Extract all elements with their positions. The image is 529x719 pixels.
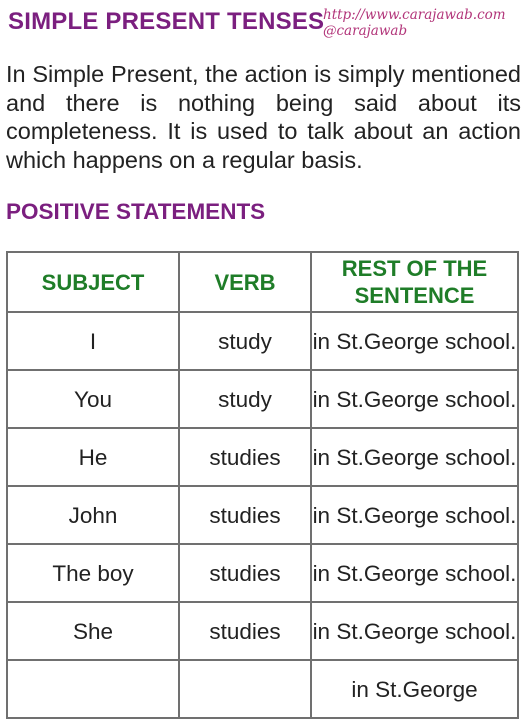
verb-cell: study [179, 370, 311, 428]
watermark-handle: @carajawab [323, 23, 408, 39]
watermark-url: http://www.carajawab.com [323, 7, 506, 23]
subject-cell: You [7, 370, 179, 428]
intro-paragraph: In Simple Present, the action is simply mentioned and there is nothing being said about its completeness. It is used to talk about an action which happens on a regular basis. [6, 61, 521, 173]
rest-cell: in St.George school. [311, 312, 518, 370]
verb-cell: study [179, 312, 311, 370]
subject-cell: John [7, 486, 179, 544]
verb-cell [179, 660, 311, 718]
subject-cell: The boy [7, 544, 179, 602]
page-title: SIMPLE PRESENT TENSES [8, 8, 325, 35]
verb-cell: studies [179, 602, 311, 660]
positive-statements-table [6, 251, 519, 719]
verb-cell: studies [179, 428, 311, 486]
rest-cell: in St.George school. [311, 428, 518, 486]
table-row [7, 602, 518, 660]
verb-cell: studies [179, 486, 311, 544]
subject-cell: She [7, 602, 179, 660]
table-row [7, 544, 518, 602]
watermark [323, 7, 506, 39]
subject-cell: I [7, 312, 179, 370]
header-verb: VERB [179, 252, 311, 312]
rest-cell: in St.George school. [311, 370, 518, 428]
section-title: POSITIVE STATEMENTS [6, 199, 266, 224]
table-row [7, 312, 518, 370]
rest-cell: in St.George school. [311, 486, 518, 544]
table-row [7, 370, 518, 428]
subject-cell [7, 660, 179, 718]
table-row [7, 486, 518, 544]
table-row-partial [7, 660, 518, 718]
table-row [7, 428, 518, 486]
rest-cell: in St.George [311, 660, 518, 718]
verb-cell: studies [179, 544, 311, 602]
table-header-row [7, 252, 518, 312]
rest-cell: in St.George school. [311, 544, 518, 602]
header-rest: REST OF THE SENTENCE [311, 252, 518, 312]
subject-cell: He [7, 428, 179, 486]
rest-cell: in St.George school. [311, 602, 518, 660]
header-subject: SUBJECT [7, 252, 179, 312]
